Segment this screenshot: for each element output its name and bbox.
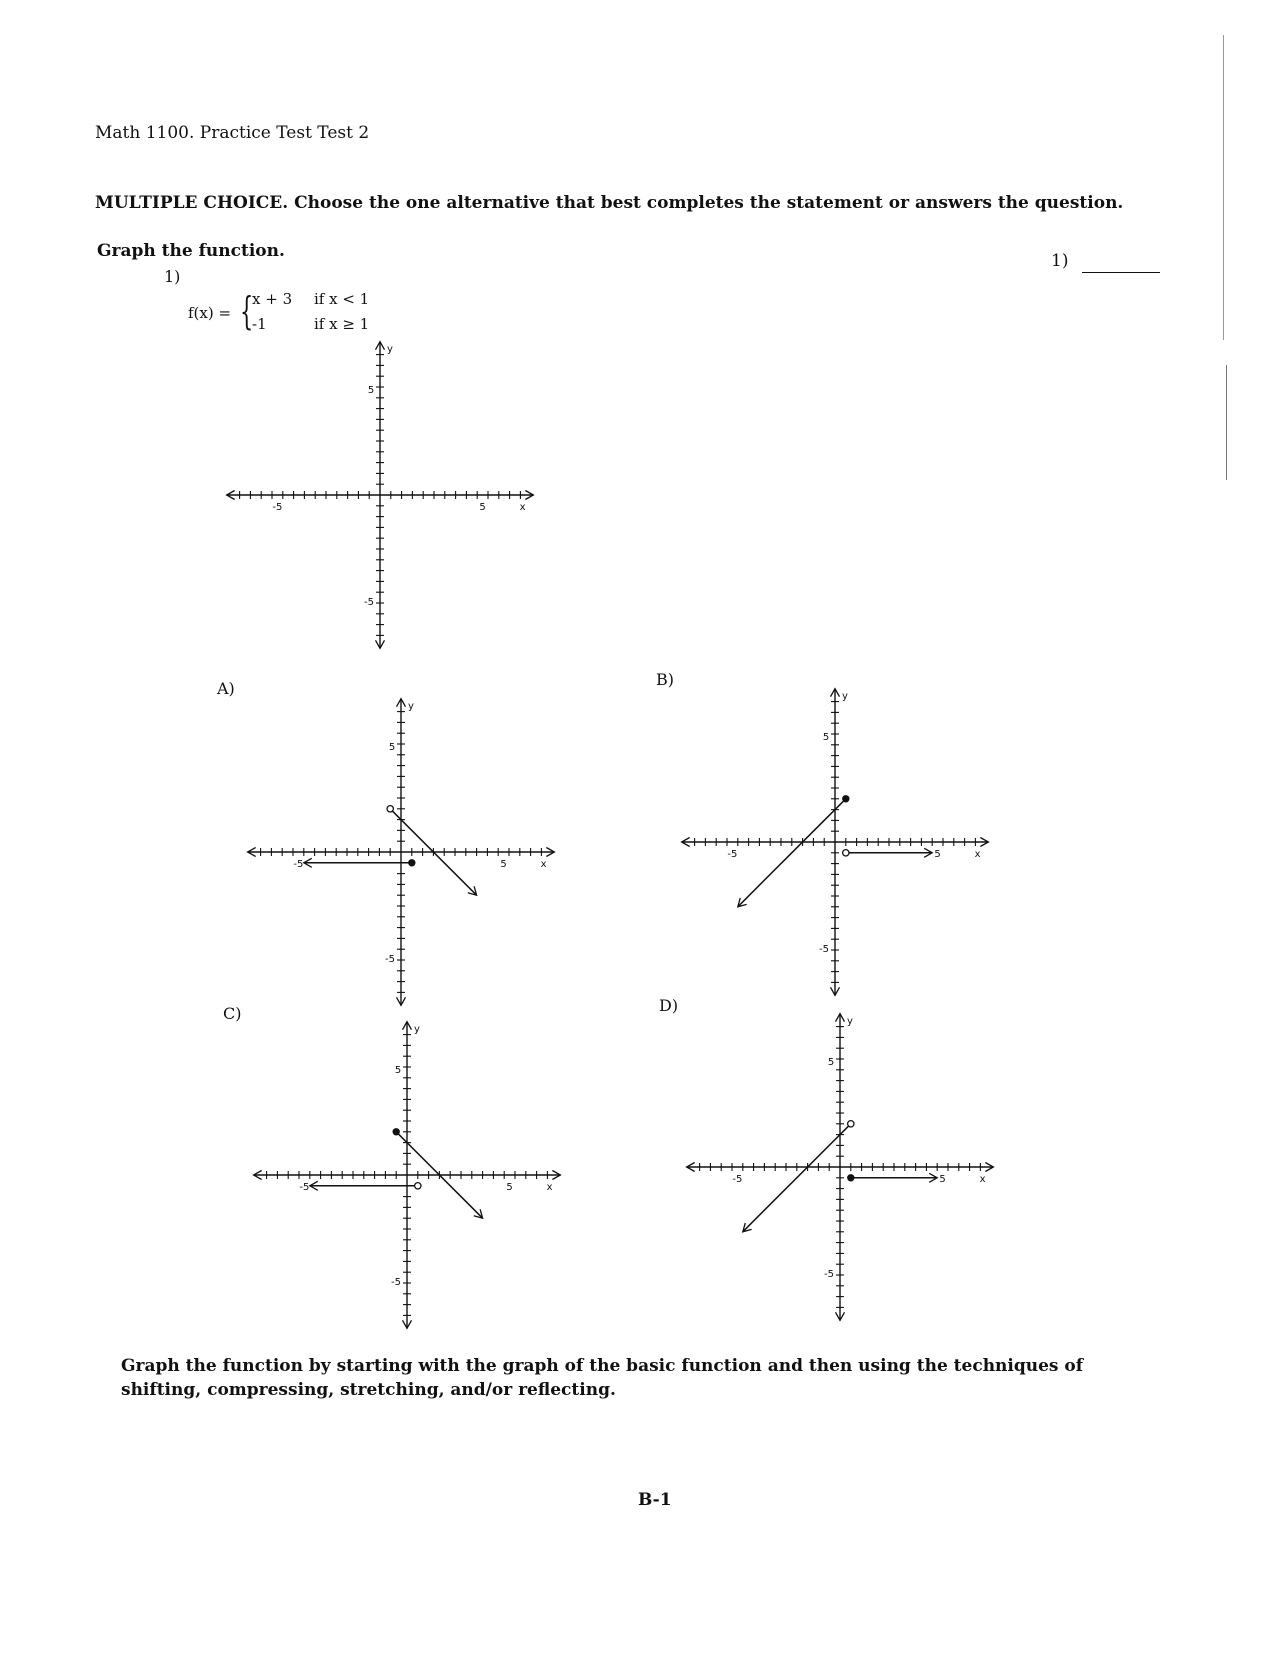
- x-tick-label-5: 5: [506, 1182, 513, 1193]
- option-c-label[interactable]: C): [223, 1004, 242, 1023]
- series-line-1: [738, 799, 846, 907]
- y-axis-label: y: [387, 344, 393, 356]
- case1-expression: x + 3: [252, 290, 293, 308]
- x-tick-label-5: 5: [934, 849, 941, 860]
- scan-edge-line: [1226, 365, 1227, 480]
- answer-blank[interactable]: [1082, 272, 1160, 273]
- x-tick-label-neg5: -5: [293, 859, 304, 870]
- instructions: MULTIPLE CHOICE. Choose the one alternative that best completes the statement or answers the question.: [95, 193, 1124, 213]
- option-b-label[interactable]: B): [656, 670, 674, 689]
- series-2-end-closed-dot: [409, 860, 415, 866]
- y-tick-label-neg5: -5: [824, 1268, 834, 1280]
- option-c-graph[interactable]: [257, 1025, 557, 1325]
- option-a-label[interactable]: A): [217, 679, 235, 698]
- option-d-label[interactable]: D): [659, 996, 679, 1015]
- y-axis-label: y: [842, 691, 848, 703]
- y-tick-label-5: 5: [394, 1065, 402, 1077]
- series-2-start-closed-dot: [848, 1175, 854, 1181]
- y-tick-label-neg5: -5: [391, 1276, 401, 1288]
- question-number: 1): [164, 267, 181, 286]
- y-tick-label-5: 5: [827, 1057, 835, 1069]
- page-header: Math 1100. Practice Test Test 2: [95, 123, 370, 143]
- y-axis-label: y: [414, 1024, 420, 1036]
- x-tick-label-neg5: -5: [299, 1182, 310, 1193]
- brace-symbol: {: [240, 289, 254, 333]
- question-graph: [230, 345, 530, 645]
- series-1-start-closed-dot: [393, 1129, 399, 1135]
- x-axis-label: x: [979, 1174, 986, 1185]
- x-tick-label-neg5: -5: [727, 849, 738, 860]
- x-axis-label: x: [546, 1182, 553, 1193]
- case1-condition: if x < 1: [314, 290, 370, 308]
- x-tick-label-neg5: -5: [272, 502, 283, 513]
- x-axis-label: x: [519, 502, 526, 513]
- x-axis-label: x: [540, 859, 547, 870]
- x-tick-label-5: 5: [479, 502, 486, 513]
- y-axis-label: y: [847, 1016, 853, 1028]
- series-2-start-open-dot: [843, 850, 849, 856]
- section-instructions: Graph the function by starting with the graph of the basic function and then using the techniques of shifting, compressing, stretching, and/or reflecting.: [121, 1356, 1084, 1400]
- series-1-end-closed-dot: [843, 796, 849, 802]
- series-1-start-open-dot: [387, 806, 393, 812]
- page-number: B-1: [638, 1490, 672, 1510]
- series-2-end-open-dot: [415, 1183, 421, 1189]
- x-tick-label-neg5: -5: [732, 1174, 743, 1185]
- y-tick-label-neg5: -5: [819, 943, 829, 955]
- y-tick-label-5: 5: [822, 732, 830, 744]
- x-axis-label: x: [974, 849, 981, 860]
- y-tick-label-5: 5: [367, 385, 375, 397]
- y-axis-label: y: [408, 701, 414, 713]
- answer-label: 1): [1051, 251, 1069, 271]
- scan-edge-line: [1223, 35, 1224, 340]
- y-tick-label-5: 5: [388, 742, 396, 754]
- y-tick-label-neg5: -5: [364, 596, 374, 608]
- case2-expression: -1: [252, 315, 267, 333]
- x-tick-label-5: 5: [500, 859, 507, 870]
- option-d-graph[interactable]: [690, 1017, 990, 1317]
- x-tick-label-5: 5: [939, 1174, 946, 1185]
- case2-condition: if x ≥ 1: [314, 315, 370, 333]
- option-b-graph[interactable]: [685, 692, 985, 992]
- y-tick-label-neg5: -5: [385, 953, 395, 965]
- option-a-graph[interactable]: [251, 702, 551, 1002]
- section-heading: Graph the function.: [97, 241, 285, 261]
- function-lhs: f(x) =: [188, 304, 232, 322]
- series-1-end-open-dot: [848, 1121, 854, 1127]
- series-line-1: [743, 1124, 851, 1232]
